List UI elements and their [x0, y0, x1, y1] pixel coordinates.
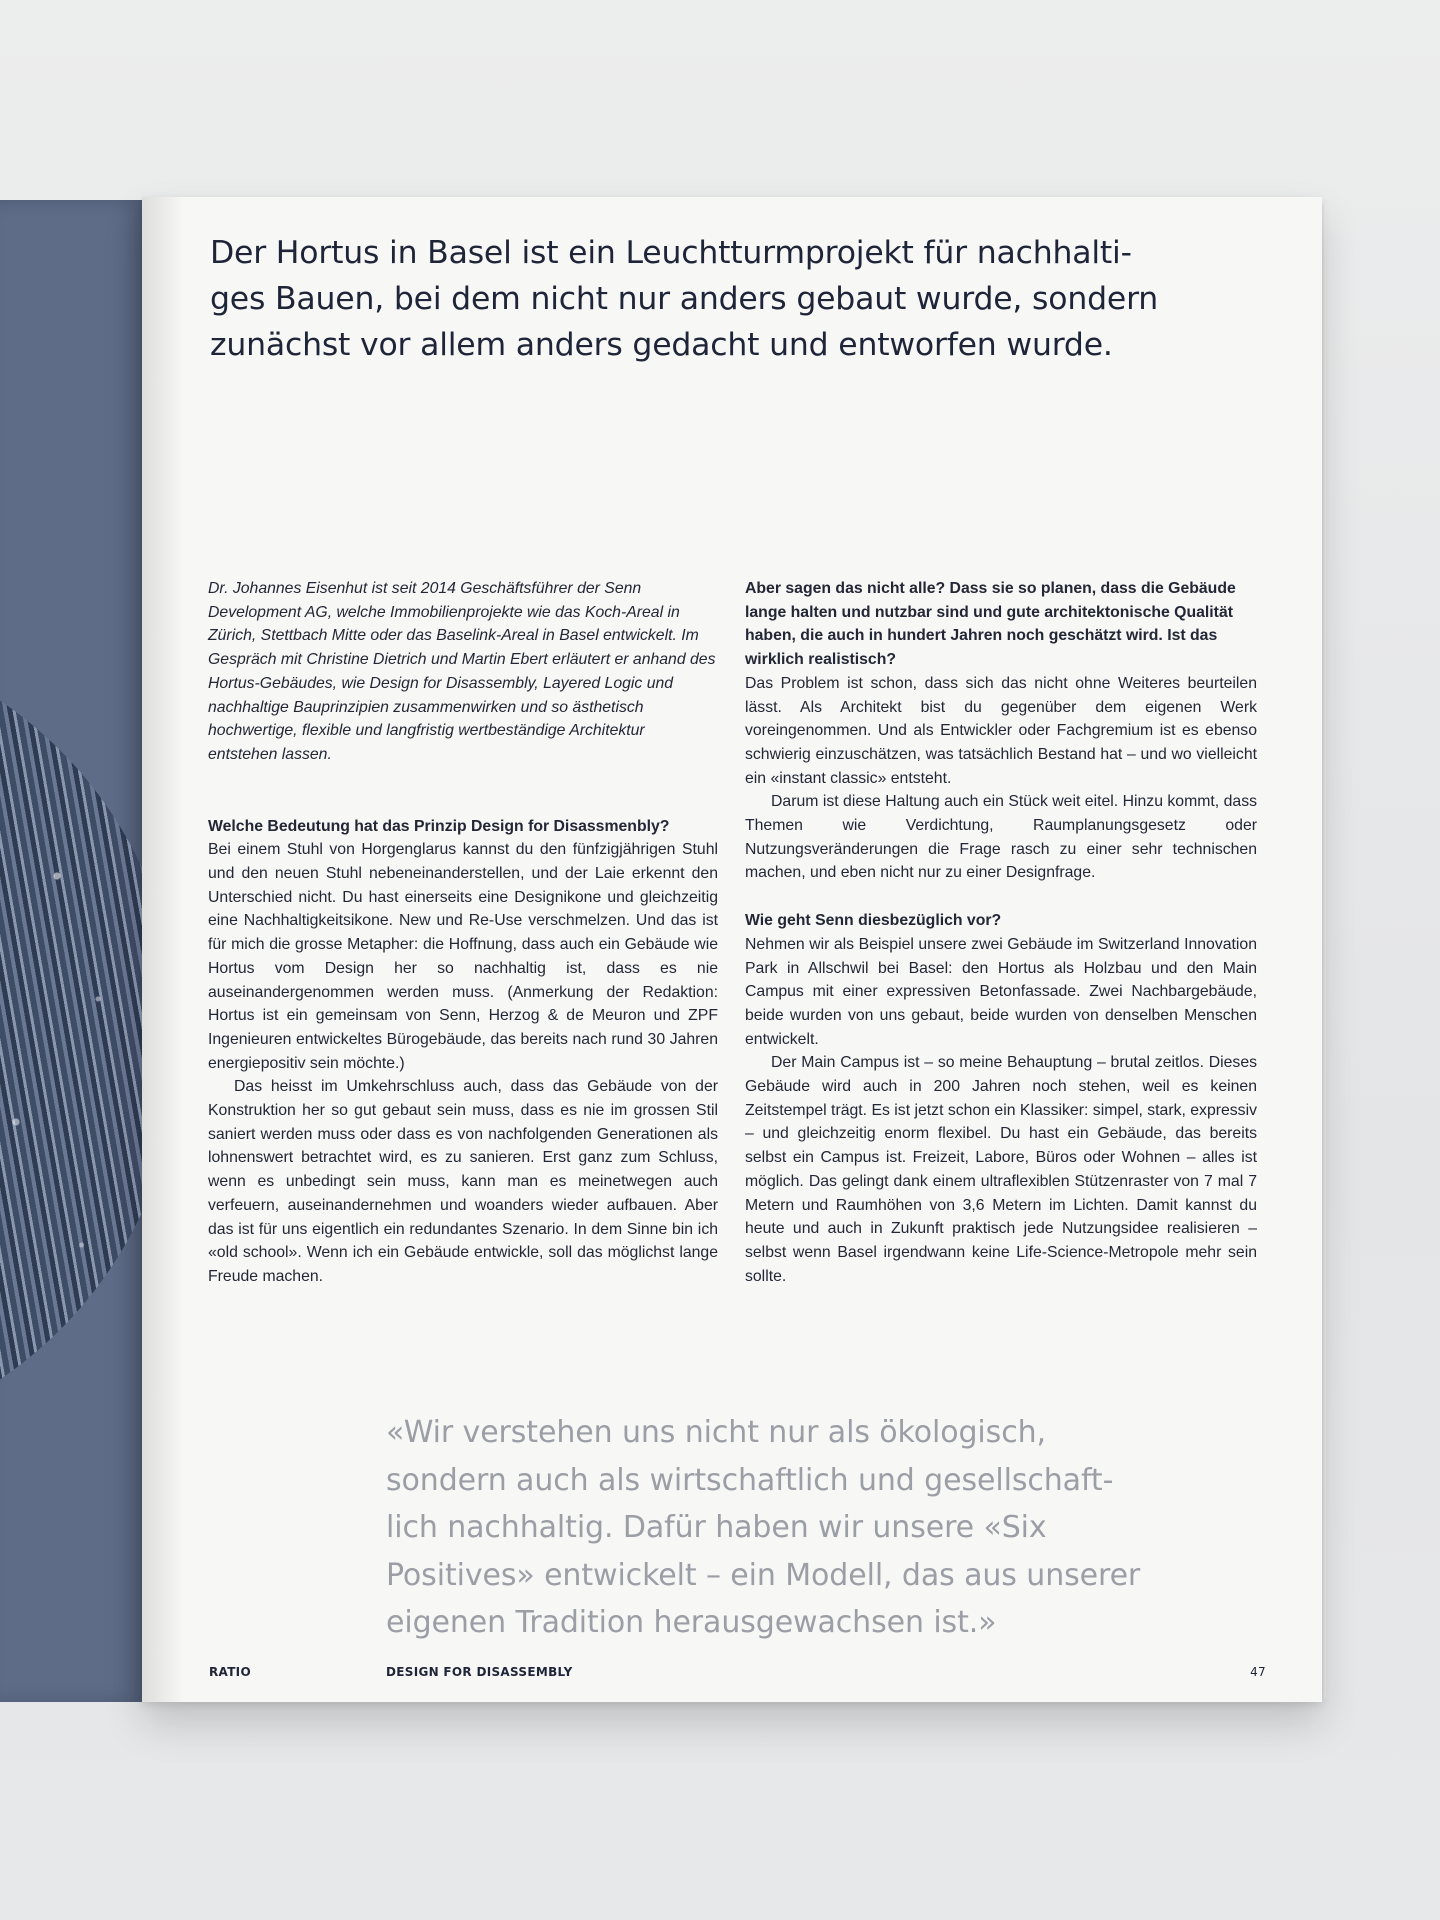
left-page	[0, 200, 146, 1702]
footer-magazine-name: RATIO	[209, 1665, 251, 1679]
page-number: 47	[1250, 1665, 1266, 1679]
intro-paragraph: Dr. Johannes Eisenhut ist seit 2014 Geschäftsführer der Senn Development AG, welche Immobilienprojekte wie das Koch-Areal in Zürich, Stettbach Mitte oder das Baselink-Areal in Basel entwickelt. Im Gespräch mit Christine Dietrich und Martin Ebert erläutert er anhand des Hortus-Gebäudes, wie Design for Disassembly, Layered Logic und nachhaltige Bauprinzipien zusammenwirken und so ästhetisch hochwertige, flexible und langfristig wertbeständige Architektur entstehen lassen.	[208, 580, 716, 763]
article-column-right	[745, 577, 1257, 1288]
magazine-page	[142, 197, 1322, 1702]
answer-1-paragraph-1: Bei einem Stuhl von Horgenglarus kannst du den fünfzigjährigen Stuhl und den neuen Stuhl nebeneinanderstellen, und der Laie erkennt den Unterschied nicht. Du hast einerseits eine Designikone und gleichzeitig eine Nachhaltigkeitsikone. New und Re-Use verschmelzen. Und das ist für mich die grosse Metapher: die Hoffnung, dass auch ein Gebäude wie Hortus vom Design her so nachhaltig ist, dass es nie auseinandergenommen werden muss. (Anmerkung der Redaktion: Hortus ist ein gemeinsam von Senn, Herzog & de Meuron und ZPF Ingenieuren entwickeltes Bürogebäude, das bereits nach rund 30 Jahren energiepositiv sein möchte.)	[208, 841, 718, 1072]
page-headline: Der Hortus in Basel ist ein Leuchtturmprojekt für nachhalti- ges Bauen, bei dem nicht nur anders gebaut wurde, sondern zunächst vor allem anders gedacht und entworfen wurde.	[210, 235, 1159, 363]
question-2: Aber sagen das nicht alle? Dass sie so planen, dass die Gebäude lange halten und nutzbar sind und gute architektonische Qualität haben, die auch in hundert Jahren noch geschätzt wird. Ist das wirklich realistisch?	[745, 580, 1236, 669]
pull-quote: «Wir verstehen uns nicht nur als ökologisch, sondern auch als wirtschaftlich und gesellschaft- lich nachhaltig. Dafür haben wir unsere «Six Positives» entwickelt – ein Modell, das aus unserer eigenen Tradition herausgewachsen ist.»	[386, 1415, 1141, 1640]
answer-3-paragraph-2: Der Main Campus ist – so meine Behauptung – brutal zeitlos. Dieses Gebäude wird auch in 200 Jahren noch stehen, weil es keinen Zeitstempel trägt. Es ist jetzt schon ein Klassiker: simpel, stark, expressiv – und gleichzeitig enorm flexibel. Du hast ein Gebäude, das bereits selbst ein Campus ist. Freizeit, Labore, Büros oder Wohnen – alles ist möglich. Das gelingt dank einem ultraflexiblen Stützenraster von 7 mal 7 Metern und Raumhöhen von 3,6 Metern im Lichten. Damit kannst du heute und auch in Zukunft praktisch jede Nutzungsidee realisieren – selbst wenn Basel irgendwann keine Life-Science-Metropole mehr sein sollte.	[745, 1054, 1257, 1285]
answer-2-paragraph-1: Das Problem ist schon, dass sich das nicht ohne Weiteres beurteilen lässt. Als Architekt bist du gegenüber dem eigenen Werk voreingenommen. Und als Entwickler oder Fachgremium ist es ebenso schwierig einzuschätzen, was tatsächlich Bestand hat – und wo vielleicht ein «instant classic» entsteht.	[745, 674, 1257, 787]
question-3: Wie geht Senn diesbezüglich vor?	[745, 912, 1002, 930]
answer-1-paragraph-2: Das heisst im Umkehrschluss auch, dass das Gebäude von der Konstruktion her so gut gebaut sein muss, dass es nie im grossen Stil saniert werden muss oder dass es von nachfolgenden Generationen als lohnenswert betrachtet wird, es zu sanieren. Erst ganz zum Schluss, wenn es unbedingt sein muss, kann man es meinetwegen auch verfeuern, auseinandernehmen und woanders wieder aufbauen. Aber das ist für uns eigentlich ein redundantes Szenario. In dem Sinne bin ich «old school». Wenn ich ein Gebäude entwickle, soll das möglichst lange Freude machen.	[208, 1078, 718, 1285]
footer-section-title: DESIGN FOR DISASSEMBLY	[386, 1665, 573, 1679]
answer-3-paragraph-1: Nehmen wir als Beispiel unsere zwei Gebäude im Switzerland Innovation Park in Allschwil bei Basel: den Hortus als Holzbau und den Main Campus mit einer expressiven Betonfassade. Zwei Nachbargebäude, beide wurden von uns gebaut, beide wurden von denselben Menschen entwickelt.	[745, 935, 1257, 1048]
question-1: Welche Bedeutung hat das Prinzip Design for Disassmenbly?	[208, 817, 670, 835]
answer-2-paragraph-2: Darum ist diese Haltung auch ein Stück weit eitel. Hinzu kommt, dass Themen wie Verdichtung, Raumplanungsgesetz oder Nutzungsveränderungen die Frage rasch zu einer sehr technischen machen, und eben nicht nur zu einer Designfrage.	[745, 793, 1257, 882]
article-column-left	[208, 577, 718, 1289]
circular-photo	[0, 630, 146, 1450]
